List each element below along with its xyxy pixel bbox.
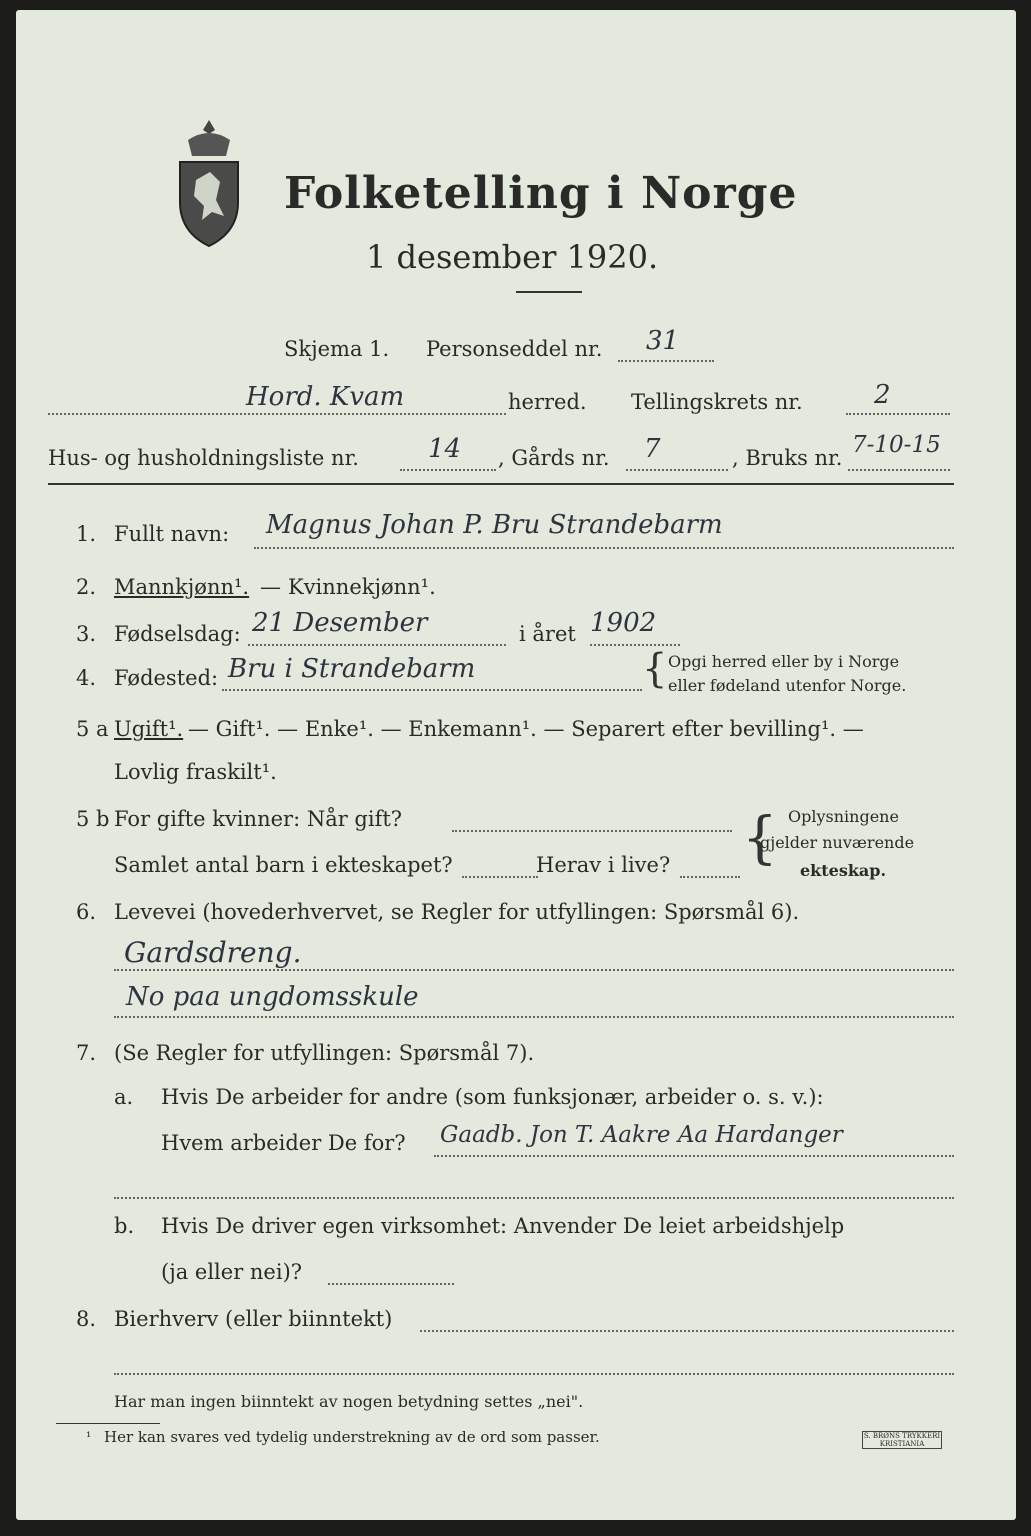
birthplace-note-2: eller fødeland utenfor Norge. [668, 676, 907, 695]
census-date: 1 desember 1920. [366, 238, 659, 276]
tellingskrets-label: Tellingskrets nr. [631, 390, 803, 414]
q5a-number: 5 a [76, 717, 109, 741]
q2-number: 2. [76, 575, 97, 599]
herred-label: herred. [508, 390, 587, 414]
tellingskrets-value: 2 [874, 380, 891, 410]
lovlig-fraskilt-option: Lovlig fraskilt¹. [114, 760, 277, 784]
q1-number: 1. [76, 522, 97, 546]
form-title: Folketelling i Norge [284, 168, 798, 219]
marital-options: — Gift¹. — Enke¹. — Enkemann¹. — Separert efter bevilling¹. — [188, 717, 864, 741]
personseddel-label: Personseddel nr. [426, 337, 603, 361]
q7b-letter: b. [114, 1214, 135, 1238]
bruks-value: 7-10-15 [852, 432, 941, 458]
kvinnekjonn-option: Kvinnekjønn¹. [288, 575, 436, 599]
no-income-note: Har man ingen biinntekt av nogen betydning settes „nei". [114, 1392, 584, 1411]
q3-label: Fødselsdag: [114, 622, 241, 646]
skjema-label: Skjema 1. [284, 337, 390, 361]
children-label: Samlet antal barn i ekteskapet? [114, 853, 453, 877]
q7-number: 7. [76, 1041, 97, 1065]
q4-number: 4. [76, 666, 97, 690]
personseddel-value: 31 [646, 326, 680, 356]
marriage-note-2: gjelder nuværende [760, 833, 915, 852]
q7a-label: Hvis De arbeider for andre (som funksjonær, arbeider o. s. v.): [161, 1085, 824, 1109]
birthplace-value: Bru i Strandebarm [228, 654, 476, 684]
q1-label: Fullt navn: [114, 522, 230, 546]
q5b-number: 5 b [76, 807, 110, 831]
marriage-note-3: ekteskap. [800, 861, 887, 880]
employer-value: Gaadb. Jon T. Aakre Aa Hardanger [440, 1122, 843, 1148]
employer-label: Hvem arbeider De for? [161, 1131, 406, 1155]
census-form-sheet: Folketelling i Norge 1 desember 1920. Skjema 1. Personseddel nr. 31 Hord. Kvam herred. Tellingskrets nr. 2 Hus- og husholdningsliste nr. 14 , Gårds nr. 7 , Bruks nr. 7-10-15 1. Fullt navn: Magnus Johan P. Bru Strandebarm 2. Mannkjønn¹. — Kvinnekjønn¹. 3. Fødselsdag: 21 Desember i året 1902 4. Fødested: Bru i Strandebarm { Opgi herred eller by i Norge eller fødeland utenfor Norge. 5 a Ugift¹. — Gift¹. — Enke¹. — Enkemann¹. — Separert efter bevilling¹. — Lovlig fraskilt¹. 5 b For gifte kvinner: Når gift? Samlet antal barn i ekteskapet? Herav i live? { Oplysningene gjelder nuværende ekteskap. 6. Levevei (hovederhvervet, se Regler for utfyllingen: Spørsmål 6). Gardsdreng. No paa ungdomsskule 7. (Se Regler for utfyllingen: Spørsmål 7). a. Hvis De arbeider for andre (som funksjonær, arbeider o. s. v.): Hvem arbeider De for? Gaadb. Jon T. Aakre Aa Hardanger b. Hvis De driver egen virksomhet: Anvender De leiet arbeidshjelp (ja eller nei)? 8. Bierhverv (eller biinntekt) Har man ingen biinntekt av nogen betydning settes „nei". ¹ Her kan svares ved tydelig understrekning av de ord som passer. S. BRØNS TRYKKERI KRISTIANIA [16, 10, 1016, 1520]
q7a-letter: a. [114, 1085, 134, 1109]
when-married-label: For gifte kvinner: Når gift? [114, 807, 403, 831]
header-divider [48, 483, 954, 485]
q7-label: (Se Regler for utfyllingen: Spørsmål 7). [114, 1041, 535, 1065]
q7b-label: Hvis De driver egen virksomhet: Anvender De leiet arbeidshjelp [161, 1214, 845, 1238]
birthday-value: 21 Desember [252, 608, 428, 638]
gards-label: , Gårds nr. [498, 446, 610, 470]
sex-separator: — [260, 575, 281, 599]
alive-label: Herav i live? [536, 853, 671, 877]
husliste-label: Hus- og husholdningsliste nr. [48, 446, 359, 470]
footnote-text: Her kan svares ved tydelig understrekning av de ord som passer. [104, 1428, 600, 1446]
occupation-value-1: Gardsdreng. [124, 936, 302, 969]
q4-label: Fødested: [114, 666, 219, 690]
herred-value: Hord. Kvam [246, 382, 405, 412]
occupation-label: Levevei (hovederhvervet, se Regler for utfyllingen: Spørsmål 6). [114, 900, 800, 924]
secondary-income-label: Bierhverv (eller biinntekt) [114, 1307, 393, 1331]
year-label: i året [519, 622, 576, 646]
q6-number: 6. [76, 900, 97, 924]
mannkjonn-option: Mannkjønn¹. [114, 575, 250, 599]
q3-number: 3. [76, 622, 97, 646]
full-name-value: Magnus Johan P. Bru Strandebarm [266, 510, 723, 540]
bruks-label: , Bruks nr. [732, 446, 843, 470]
footnote-divider [56, 1423, 160, 1424]
hired-help-question: (ja eller nei)? [161, 1260, 303, 1284]
birth-year-value: 1902 [590, 608, 657, 638]
q8-number: 8. [76, 1307, 97, 1331]
occupation-value-2: No paa ungdomsskule [126, 982, 419, 1012]
title-divider [516, 291, 582, 293]
birthplace-note-1: Opgi herred eller by i Norge [668, 652, 900, 671]
gards-value: 7 [644, 434, 661, 464]
husliste-value: 14 [428, 434, 462, 464]
ugift-option: Ugift¹. [114, 717, 184, 741]
printer-stamp: S. BRØNS TRYKKERI KRISTIANIA [863, 1432, 941, 1448]
coat-of-arms-icon [166, 118, 252, 248]
footnote-mark: ¹ [86, 1430, 92, 1445]
marriage-note-1: Oplysningene [788, 807, 899, 826]
